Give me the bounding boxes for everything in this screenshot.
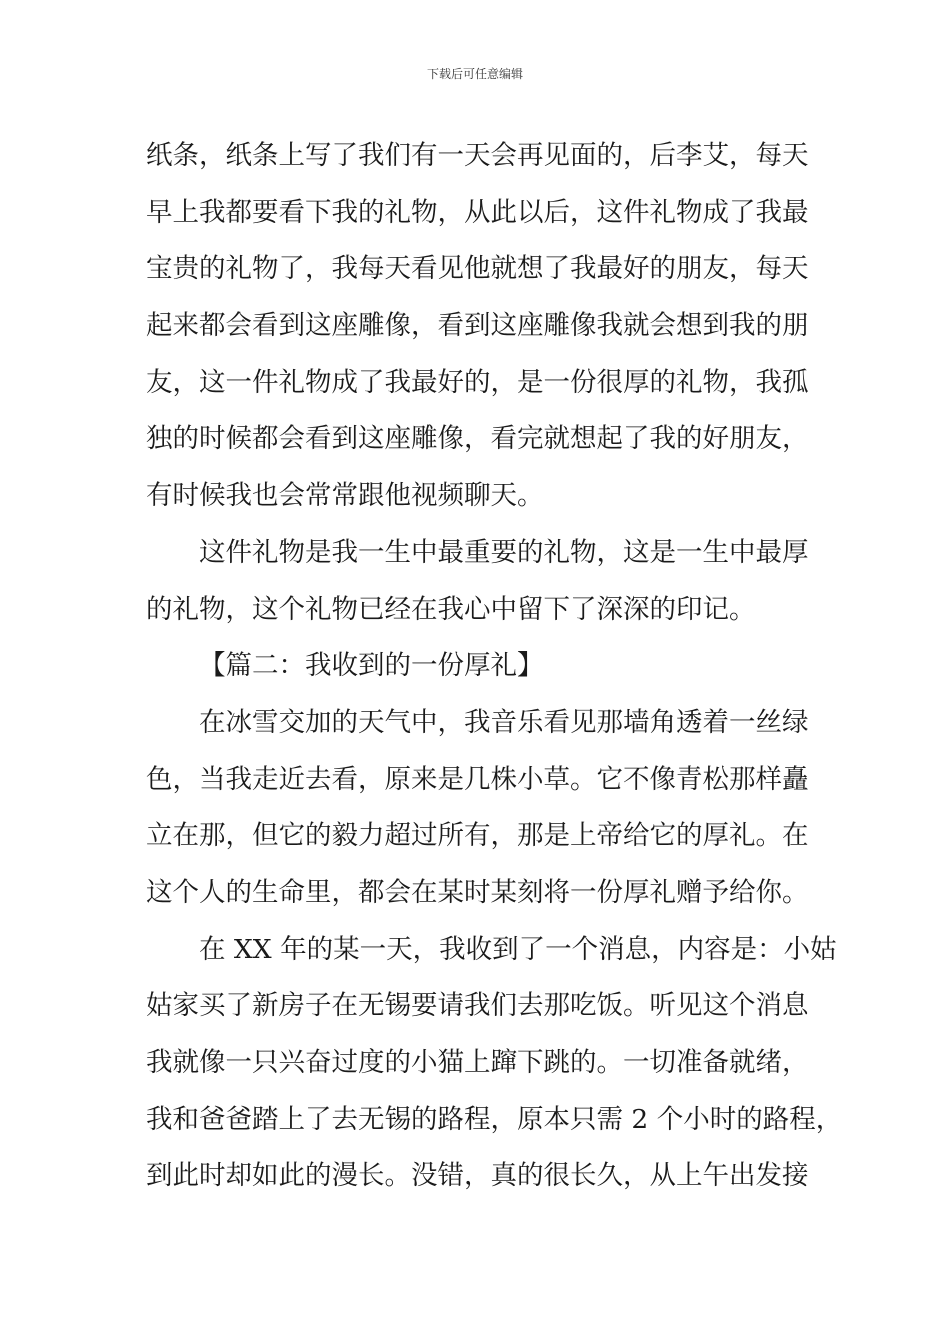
text-line: 我和爸爸踏上了去无锡的路程，原本只需 2 个小时的路程， (146, 1103, 843, 1135)
text-line: 起来都会看到这座雕像，看到这座雕像我就会想到我的朋 (146, 310, 809, 342)
text-line: 有时候我也会常常跟他视频聊天。 (146, 480, 544, 512)
paragraph-3 (146, 695, 808, 922)
text-line: 在冰雪交加的天气中，我音乐看见那墙角透着一丝绿 (199, 706, 809, 738)
text-line: 到此时却如此的漫长。没错，真的很长久，从上午出发接 (146, 1160, 809, 1192)
text-line: 在 XX 年的某一天，我收到了一个消息，内容是：小姑 (199, 933, 837, 965)
document-body (146, 128, 843, 1205)
text-line: 我就像一只兴奋过度的小猫上蹿下跳的。一切准备就绪， (146, 1047, 809, 1078)
text-line: 色，当我走近去看，原来是几株小草。它不像青松那样矗 (146, 763, 809, 795)
text-line: 这件礼物是我一生中最重要的礼物，这是一生中最厚 (199, 536, 809, 568)
text-line: 的礼物，这个礼物已经在我心中留下了深深的印记。 (146, 593, 756, 625)
text-line: 早上我都要看下我的礼物，从此以后，这件礼物成了我最 (146, 196, 809, 228)
text-line: 这个人的生命里，都会在某时某刻将一份厚礼赠予给你。 (146, 876, 809, 908)
text-line: 纸条，纸条上写了我们有一天会再见面的，后李艾，每天 (146, 140, 809, 171)
section-title-text: 【篇二：我收到的一份厚礼】 (199, 650, 544, 682)
section-title (146, 638, 808, 695)
paragraph-4 (146, 922, 843, 1205)
text-line: 姑家买了新房子在无锡要请我们去那吃饭。听见这个消息 (146, 990, 809, 1022)
text-line: 宝贵的礼物了，我每天看见他就想了我最好的朋友，每天 (146, 253, 809, 285)
text-line: 独的时候都会看到这座雕像，看完就想起了我的好朋友， (146, 423, 809, 455)
paragraph-2 (146, 525, 808, 638)
paragraph-1 (146, 128, 808, 525)
text-line: 友，这一件礼物成了我最好的，是一份很厚的礼物，我孤 (146, 366, 809, 398)
page-header: 下载后可任意编辑 (426, 67, 523, 81)
text-line: 立在那，但它的毅力超过所有，那是上帝给它的厚礼。在 (146, 820, 809, 852)
